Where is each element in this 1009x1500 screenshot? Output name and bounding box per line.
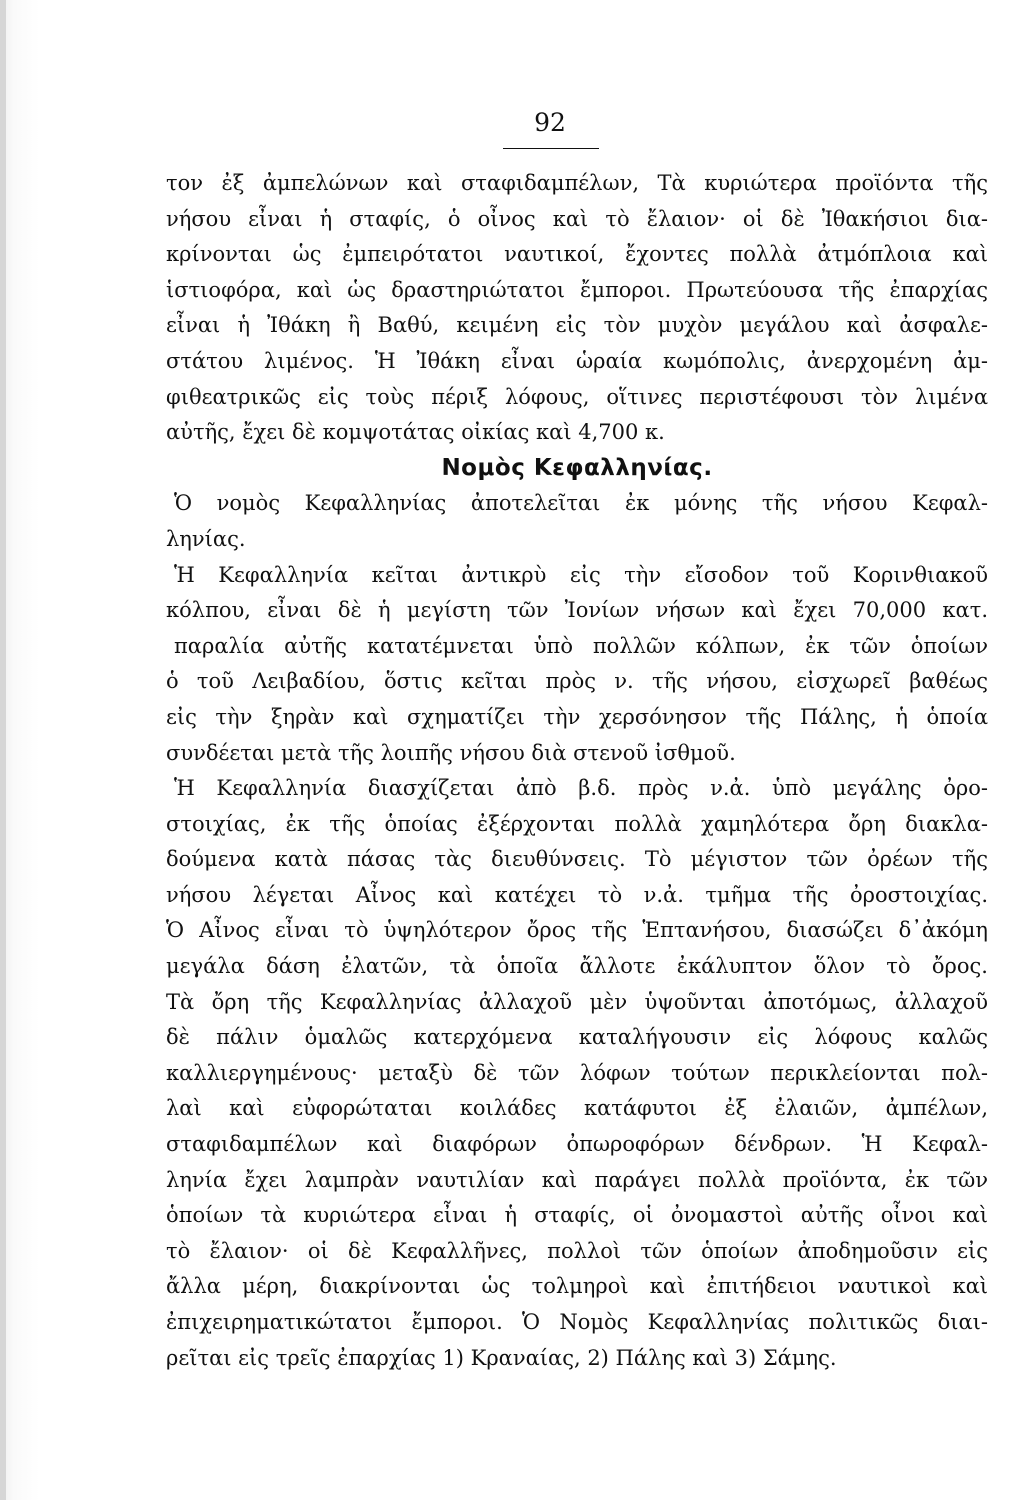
text-line: Ἡ Κεφαλληνία κεῖται ἀντικρὺ εἰς τὴν εἴσοδον τοῦ Κορινθιακοῦ xyxy=(174,562,988,587)
text-line: ἐπιχειρηματικώτατοι ἔμποροι. Ὁ Νομὸς Κεφαλληνίας πολιτικῶς διαι- xyxy=(166,1310,988,1334)
section-heading: Νομὸς Κεφαλληνίας. xyxy=(441,454,713,481)
text-line: δούμενα κατὰ πάσας τὰς διευθύνσεις. Τὸ μέγιστον τῶν ὀρέων τῆς xyxy=(166,847,988,872)
text-line: λαὶ καὶ εὐφορώταται κοιλάδες κατάφυτοι ἐξ ἐλαιῶν, ἀμπέλων, xyxy=(166,1096,988,1121)
text-line: νήσου λέγεται Αἶνος καὶ κατέχει τὸ ν.ἀ. τμῆμα τῆς ὀροστοιχίας. xyxy=(166,882,988,907)
text-line: συνδέεται μετὰ τῆς λοιπῆς νήσου διὰ στενοῦ ἰσθμοῦ. xyxy=(166,740,736,765)
text-line: εἶναι ἡ Ἰθάκη ἢ Βαθύ, κειμένη εἰς τὸν μυχὸν μεγάλου καὶ ἀσφαλε- xyxy=(166,313,988,338)
text-line: ρεῖται εἰς τρεῖς ἐπαρχίας 1) Κραναίας, 2) Πάλης καὶ 3) Σάμης. xyxy=(166,1345,837,1370)
text-line: Τὰ ὄρη τῆς Κεφαλληνίας ἀλλαχοῦ μὲν ὑψοῦνται ἀποτόμως, ἀλλαχοῦ xyxy=(166,989,988,1014)
text-line: μεγάλα δάση ἐλατῶν, τὰ ὁποῖα ἄλλοτε ἐκάλυπτον ὅλον τὸ ὄρος. xyxy=(166,954,988,979)
text-line: κρίνονται ὡς ἐμπειρότατοι ναυτικοί, ἔχοντες πολλὰ ἀτμόπλοια καὶ xyxy=(166,242,988,267)
text-line: τὸ ἔλαιον· οἱ δὲ Κεφαλλῆνες, πολλοὶ τῶν ὁποίων ἀποδημοῦσιν εἰς xyxy=(166,1238,988,1263)
page-edge-shadow xyxy=(0,0,6,1500)
text-line: Ὁ νομὸς Κεφαλληνίας ἀποτελεῖται ἐκ μόνης τῆς νήσου Κεφαλ- xyxy=(174,491,988,516)
text-line: φιθεατρικῶς εἰς τοὺς πέριξ λόφους, οἵτινες περιστέφουσι τὸν λιμένα xyxy=(166,384,988,409)
text-line: δὲ πάλιν ὁμαλῶς κατερχόμενα καταλήγουσιν εἰς λόφους καλῶς xyxy=(166,1025,988,1050)
text-line: ὁποίων τὰ κυριώτερα εἶναι ἡ σταφίς, οἱ ὀνομαστοὶ αὐτῆς οἶνοι καὶ xyxy=(166,1203,988,1228)
text-line: κόλπου, εἶναι δὲ ἡ μεγίστη τῶν Ἰονίων νήσων καὶ ἔχει 70,000 κατ. xyxy=(166,598,988,623)
text-line: στάτου λιμένος. Ἡ Ἰθάκη εἶναι ὡραία κωμόπολις, ἀνερχομένη ἀμ- xyxy=(166,348,988,373)
page-number: 92 xyxy=(534,108,566,137)
text-line: νήσου εἶναι ἡ σταφίς, ὁ οἶνος καὶ τὸ ἔλαιον· οἱ δὲ Ἰθακήσιοι δια- xyxy=(166,206,988,231)
text-line: ἱστιοφόρα, καὶ ὡς δραστηριώτατοι ἔμποροι. Πρωτεύουσα τῆς ἐπαρχίας xyxy=(166,277,988,302)
text-line: ἄλλα μέρη, διακρίνονται ὡς τολμηροὶ καὶ ἐπιτήδειοι ναυτικοὶ καὶ xyxy=(166,1274,988,1299)
text-line: τον ἐξ ἀμπελώνων καὶ σταφιδαμπέλων, Τὰ κυριώτερα προϊόντα τῆς xyxy=(166,171,988,195)
text-line: ληνία ἔχει λαμπρὰν ναυτιλίαν καὶ παράγει πολλὰ προϊόντα, ἐκ τῶν xyxy=(166,1167,988,1192)
text-line: ὁ τοῦ Λειβαδίου, ὅστις κεῖται πρὸς ν. τῆς νήσου, εἰσχωρεῖ βαθέως xyxy=(166,669,988,694)
text-line: στοιχίας, ἐκ τῆς ὁποίας ἐξέρχονται πολλὰ χαμηλότερα ὄρη διακλα- xyxy=(166,811,988,836)
page-number-rule xyxy=(503,148,599,149)
text-line: Ἡ Κεφαλληνία διασχίζεται ἀπὸ β.δ. πρὸς ν.ἀ. ὑπὸ μεγάλης ὀρο- xyxy=(174,776,988,801)
text-line: εἰς τὴν ξηρὰν καὶ σχηματίζει τὴν χερσόνησον τῆς Πάλης, ἡ ὁποία xyxy=(166,704,988,729)
body-text xyxy=(166,166,988,1376)
text-line: σταφιδαμπέλων καὶ διαφόρων ὀπωροφόρων δένδρων. Ἡ Κεφαλ- xyxy=(166,1132,988,1157)
text-line: ληνίας. xyxy=(166,526,246,551)
text-line: Ὁ Αἶνος εἶναι τὸ ὑψηλότερον ὄρος τῆς Ἑπτανήσου, διασώζει δ᾽ἀκόμη xyxy=(166,918,988,943)
text-line: παραλία αὐτῆς κατατέμνεται ὑπὸ πολλῶν κόλπων, ἐκ τῶν ὁποίων xyxy=(174,633,988,658)
text-line: καλλιεργημένους· μεταξὺ δὲ τῶν λόφων τούτων περικλείονται πολ- xyxy=(166,1060,988,1085)
text-line: αὐτῆς, ἔχει δὲ κομψοτάτας οἰκίας καὶ 4,700 κ. xyxy=(166,420,665,445)
